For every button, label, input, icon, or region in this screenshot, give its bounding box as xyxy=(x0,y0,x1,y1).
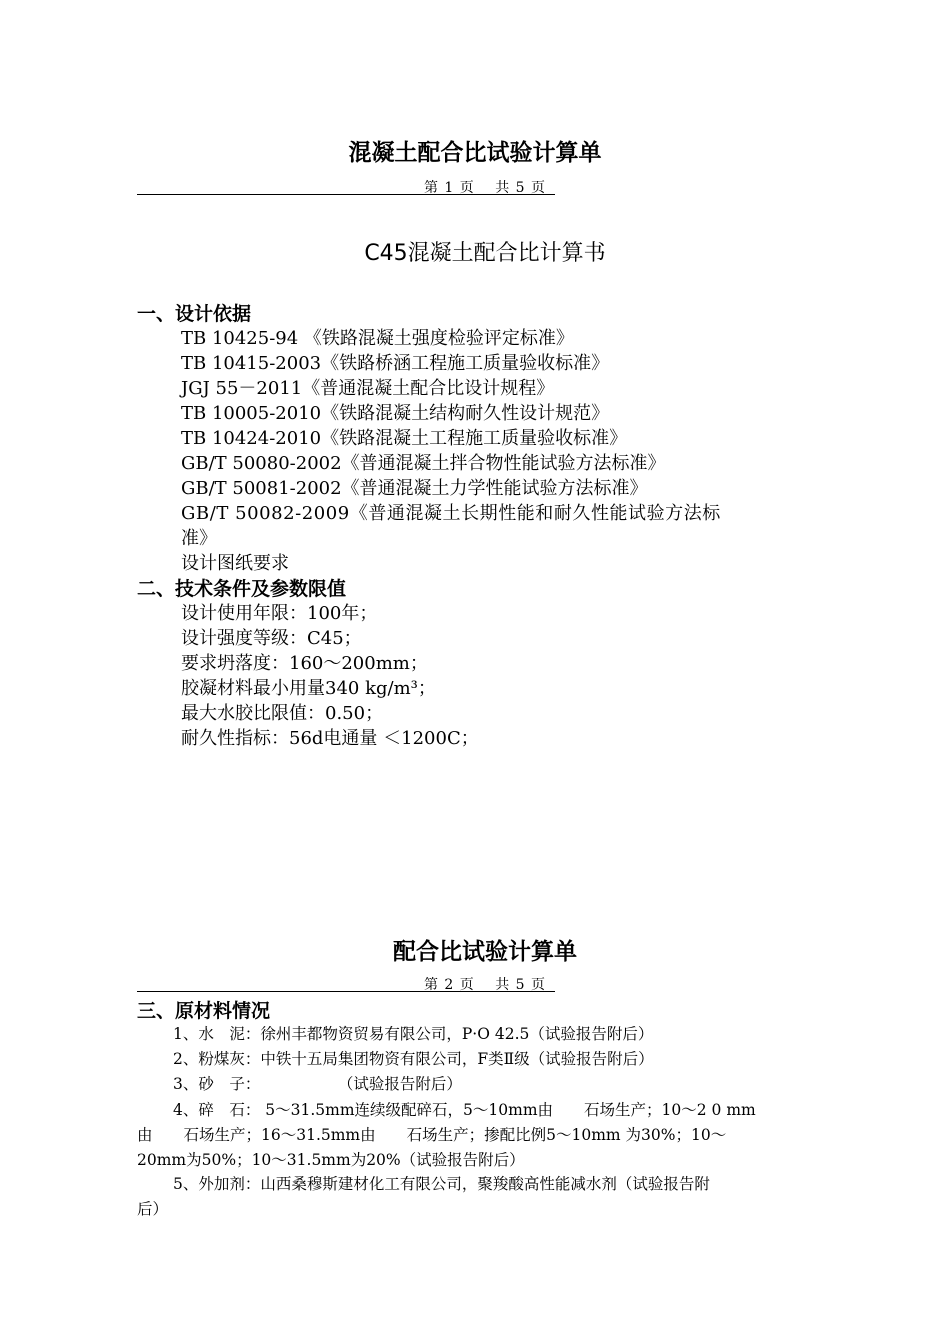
parameter-item: 耐久性指标：56d电通量 ＜1200C； xyxy=(181,728,479,749)
parameter-item: 要求坍落度：160～200mm； xyxy=(181,653,428,674)
standard-item: GB/T 50082-2009《普通混凝土长期性能和耐久性能试验方法标 xyxy=(181,503,721,524)
standard-item: TB 10415-2003《铁路桥涵工程施工质量验收标准》 xyxy=(181,353,610,374)
material-line-continued: 20mm为50%；10～31.5mm为20%（试验报告附后） xyxy=(137,1151,525,1169)
standard-item: JGJ 55－2011《普通混凝土配合比设计规程》 xyxy=(181,378,555,399)
parameter-item: 设计使用年限：100年； xyxy=(181,603,378,624)
page-number: 第 2 页 共 5 页 xyxy=(423,977,547,993)
standard-item: TB 10005-2010《铁路混凝土结构耐久性设计规范》 xyxy=(181,403,610,424)
section-heading-design-basis: 一、设计依据 xyxy=(137,303,252,325)
standard-item-continued: 准》 xyxy=(181,528,217,549)
page-title: 混凝土配合比试验计算单 xyxy=(348,140,602,166)
standard-item: GB/T 50081-2002《普通混凝土力学性能试验方法标准》 xyxy=(181,478,648,499)
parameter-item: 最大水胶比限值：0.50； xyxy=(181,703,384,724)
section-heading-technical-conditions: 二、技术条件及参数限值 xyxy=(137,578,347,600)
page-title: 配合比试验计算单 xyxy=(393,939,577,965)
standard-item: TB 10424-2010《铁路混凝土工程施工质量验收标准》 xyxy=(181,428,628,449)
material-line-continued: 后） xyxy=(137,1200,169,1218)
material-line-continued: 由 石场生产；16～31.5mm由 石场生产；掺配比例5～10mm 为30%；10～ xyxy=(137,1126,727,1144)
document-subtitle: C45混凝土配合比计算书 xyxy=(364,241,606,266)
page-number: 第 1 页 共 5 页 xyxy=(423,180,547,196)
material-line: 1、水 泥：徐州丰都物资贸易有限公司，P·O 42.5（试验报告附后） xyxy=(173,1025,654,1043)
material-line: 2、粉煤灰：中铁十五局集团物资有限公司，F类Ⅱ级（试验报告附后） xyxy=(173,1050,654,1068)
section-heading-raw-materials: 三、原材料情况 xyxy=(137,1000,271,1022)
parameter-item: 胶凝材料最小用量340 kg/m³； xyxy=(181,678,436,699)
material-line: 4、碎 石： 5～31.5mm连续级配碎石，5～10mm由 石场生产；10～2 0 mm xyxy=(173,1101,756,1119)
material-line: 3、砂 子： （试验报告附后） xyxy=(173,1075,462,1093)
parameter-item: 设计强度等级：C45； xyxy=(181,628,362,649)
standard-item: GB/T 50080-2002《普通混凝土拌合物性能试验方法标准》 xyxy=(181,453,666,474)
material-line: 5、外加剂：山西桑穆斯建材化工有限公司，聚羧酸高性能减水剂（试验报告附 xyxy=(173,1175,710,1193)
standard-item: 设计图纸要求 xyxy=(181,553,289,574)
standard-item: TB 10425-94 《铁路混凝土强度检验评定标准》 xyxy=(181,328,574,349)
